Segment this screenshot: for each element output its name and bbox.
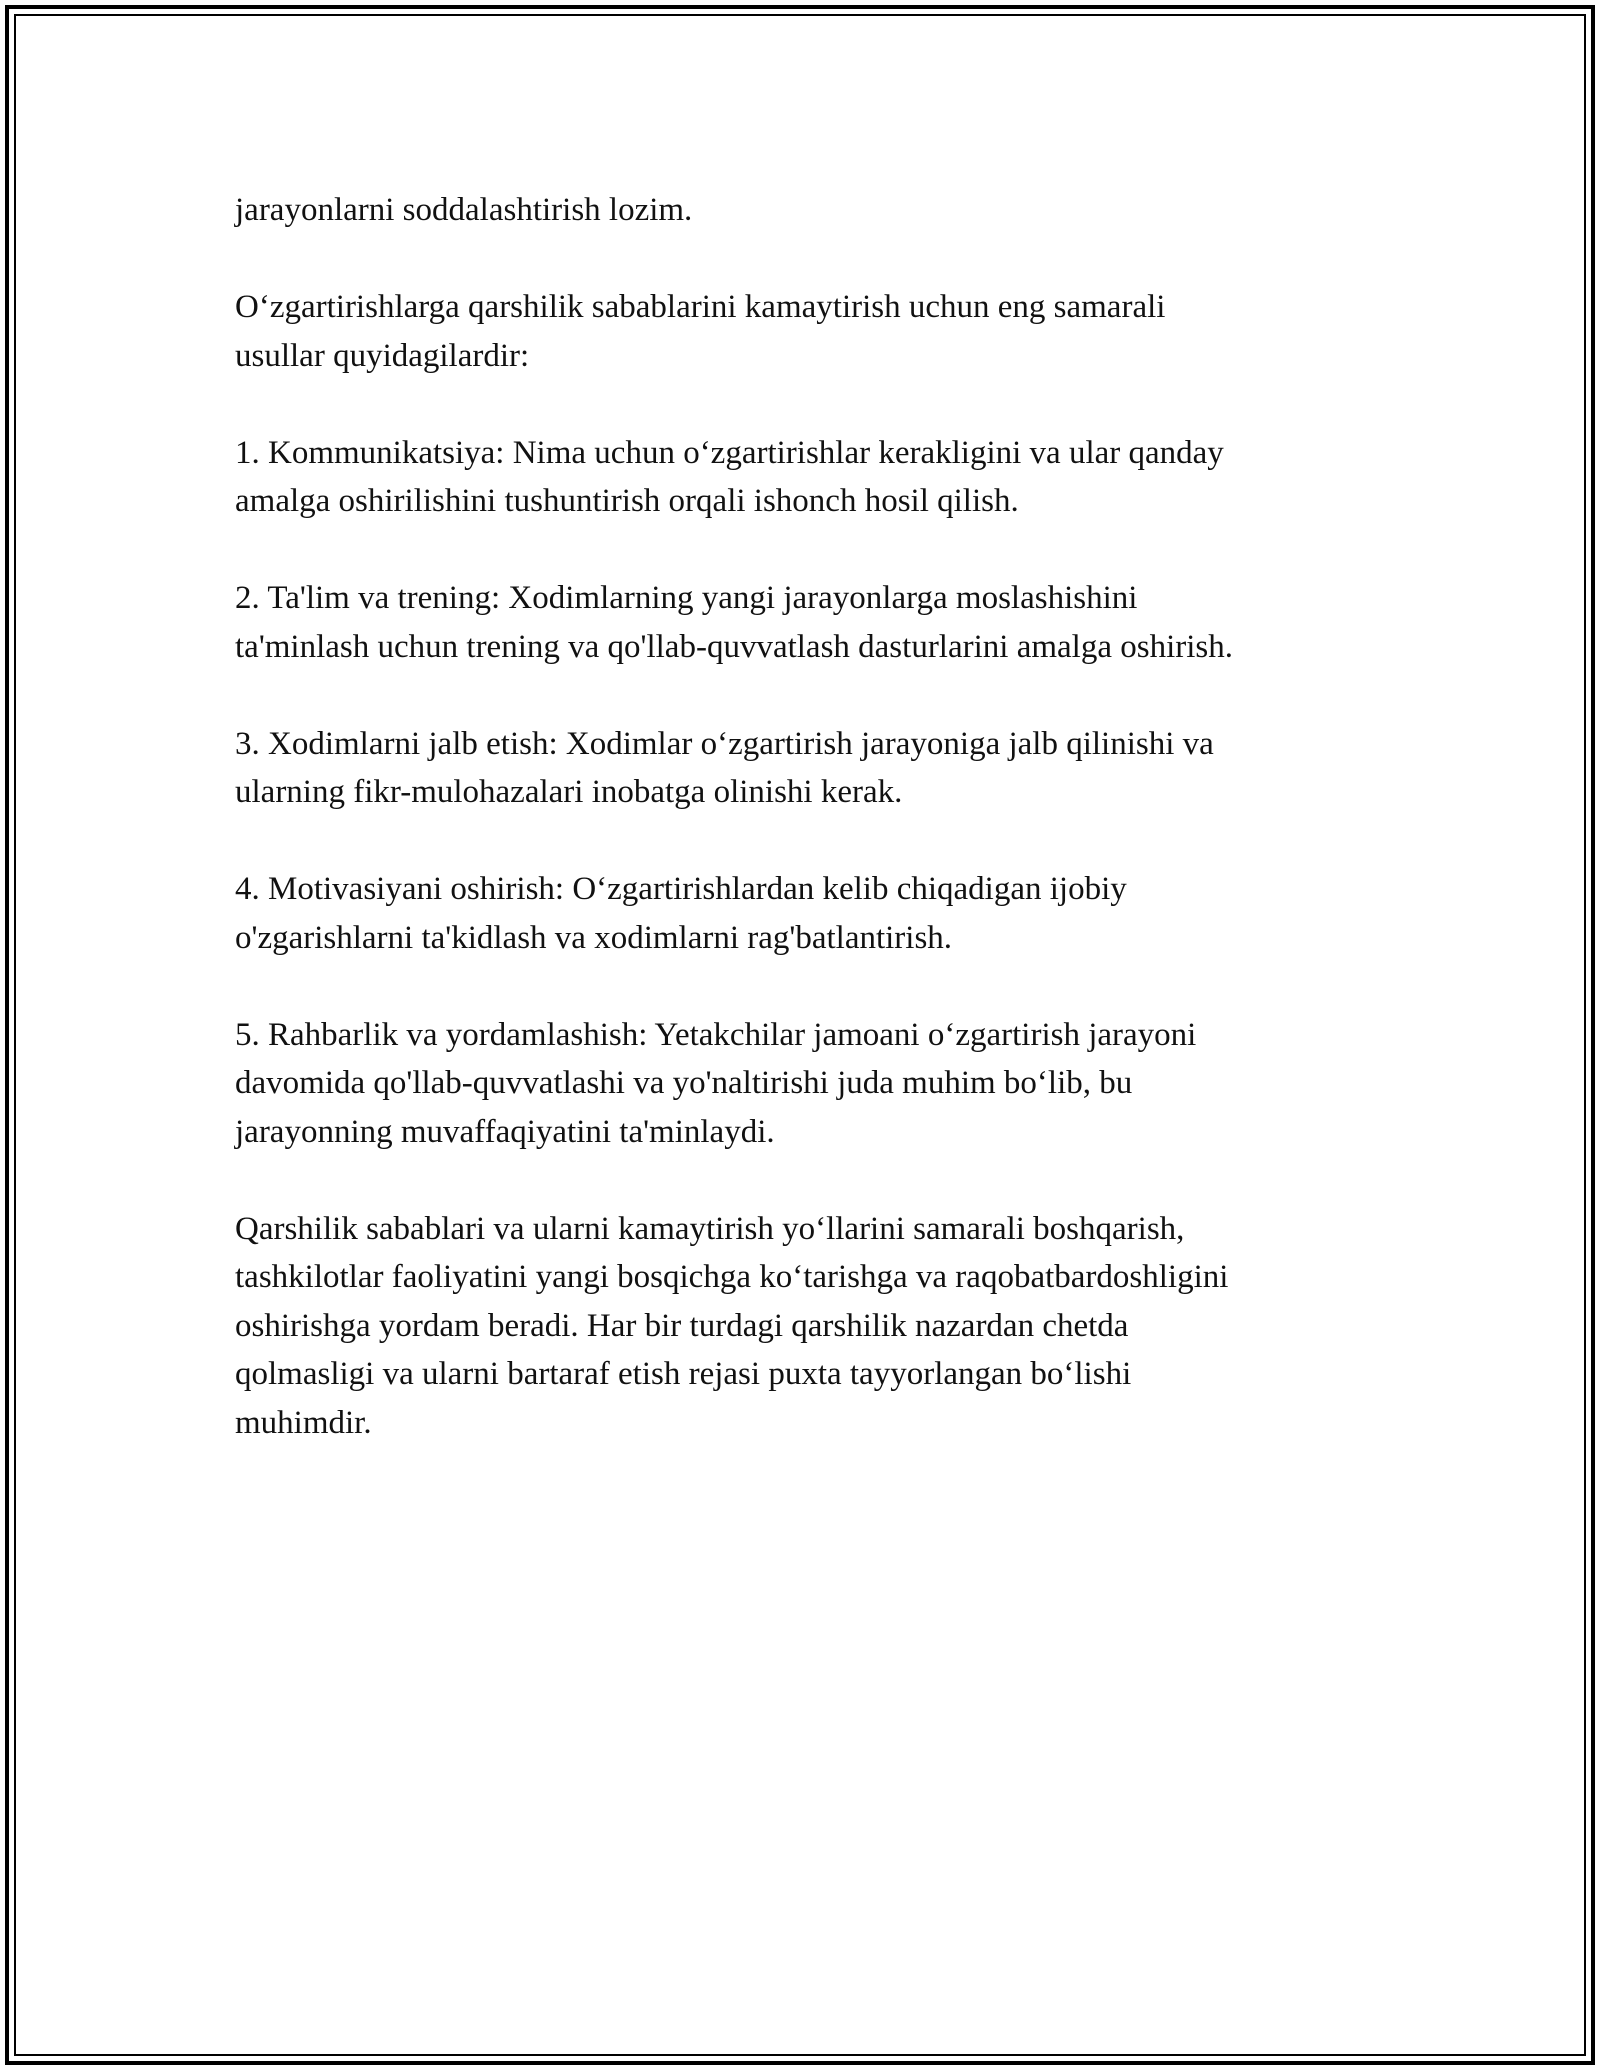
text-line: ta'minlash uchun trening va qo'llab-quvvatlash dasturlarini amalga oshirish. — [235, 628, 1233, 665]
text-line: 1. Kommunikatsiya: Nima uchun o‘zgartirishlar kerakligini va ular qanday — [235, 434, 1224, 471]
text-line: ularning fikr-mulohazalari inobatga olinishi kerak. — [235, 774, 903, 810]
text-line: 4. Motivasiyani oshirish: O‘zgartirishlardan kelib chiqadigan ijobiy — [235, 871, 1127, 907]
list-item-involvement — [235, 720, 1385, 817]
text-line: jarayonning muvaffaqiyatini ta'minlaydi. — [235, 1113, 775, 1150]
list-item-motivation — [235, 865, 1385, 962]
text-line: jarayonlarni soddalashtirish lozim. — [235, 192, 693, 228]
text-line: usullar quyidagilardir: — [235, 337, 530, 374]
list-item-leadership — [235, 1011, 1385, 1157]
text-line: 2. Ta'lim va trening: Xodimlarning yangi jarayonlarga moslashishini — [235, 580, 1138, 616]
text-line: oshirishga yordam beradi. Har bir turdagi qarshilik nazardan chetda — [235, 1307, 1129, 1344]
text-line: Qarshilik sabablari va ularni kamaytirish yo‘llarini samarali boshqarish, — [235, 1210, 1185, 1247]
paragraph-conclusion — [235, 1205, 1385, 1448]
text-line: muhimdir. — [235, 1404, 372, 1441]
text-line: davomida qo'llab-quvvatlashi va yo'naltirishi juda muhim bo‘lib, bu — [235, 1065, 1133, 1101]
list-item-training — [235, 574, 1385, 671]
list-item-communication — [235, 429, 1385, 526]
text-line: O‘zgartirishlarga qarshilik sabablarini kamaytirish uchun eng samarali — [235, 289, 1166, 325]
paragraph-methods-intro — [235, 283, 1385, 380]
text-line: amalga oshirilishini tushuntirish orqali ishonch hosil qilish. — [235, 483, 1019, 519]
paragraph-intro-end — [235, 186, 1385, 235]
text-line: tashkilotlar faoliyatini yangi bosqichga ko‘tarishga va raqobatbardoshligini — [235, 1259, 1229, 1295]
text-line: qolmasligi va ularni bartaraf etish rejasi puxta tayyorlangan bo‘lishi — [235, 1356, 1132, 1392]
text-line: o'zgarishlarni ta'kidlash va xodimlarni rag'batlantirish. — [235, 919, 953, 956]
text-line: 3. Xodimlarni jalb etish: Xodimlar o‘zgartirish jarayoniga jalb qilinishi va — [235, 725, 1214, 762]
document-body — [235, 186, 1385, 1447]
text-line: 5. Rahbarlik va yordamlashish: Yetakchilar jamoani o‘zgartirish jarayoni — [235, 1016, 1197, 1053]
